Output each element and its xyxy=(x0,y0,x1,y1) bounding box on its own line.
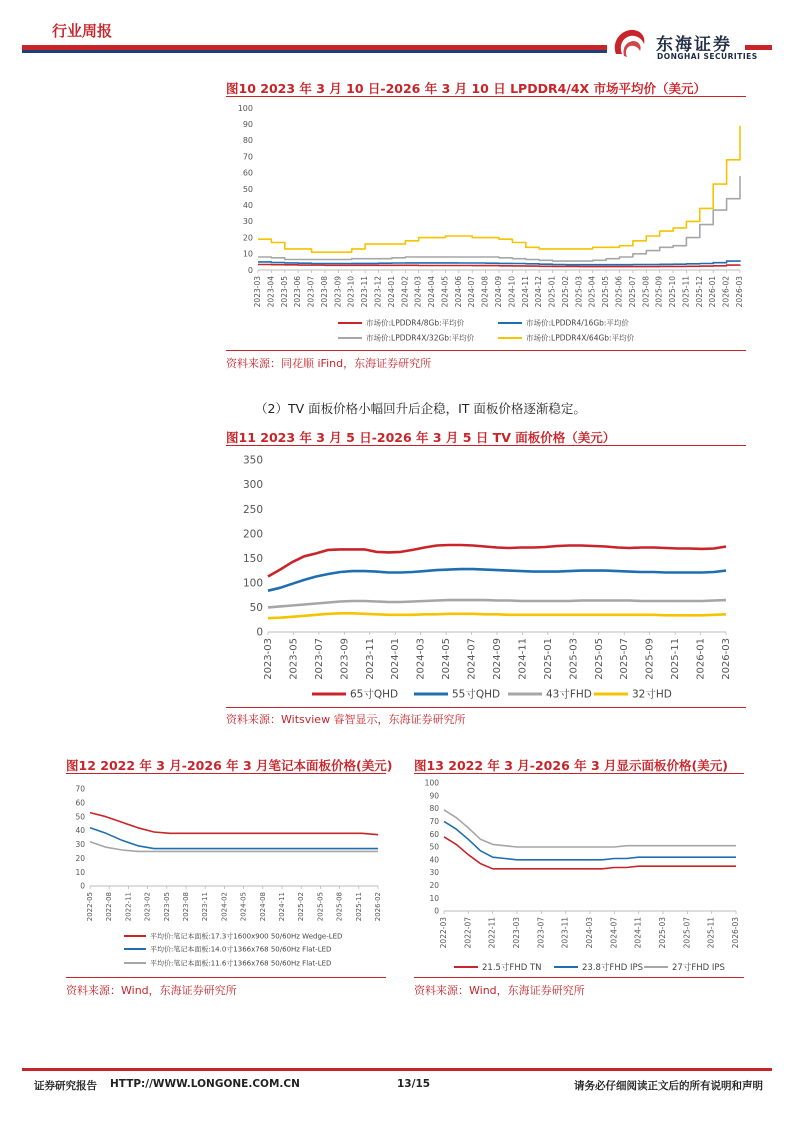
x-tick-label: 2025-09 xyxy=(644,638,656,680)
y-tick-label: 70 xyxy=(75,784,85,794)
y-tick-label: 60 xyxy=(242,168,253,178)
x-tick-label: 2023-07 xyxy=(536,917,546,949)
x-tick-label: 2024-09 xyxy=(494,276,503,308)
x-tick-label: 2024-11 xyxy=(278,892,286,922)
x-tick-label: 2023-05 xyxy=(162,892,171,922)
x-tick-label: 2025-03 xyxy=(574,276,584,308)
y-tick-label: 0 xyxy=(256,626,263,639)
x-tick-label: 2026-01 xyxy=(708,276,718,308)
x-tick-label: 2024-08 xyxy=(258,892,267,922)
fig13-chart xyxy=(414,777,746,975)
series-line-3 xyxy=(258,126,740,252)
y-tick-label: 300 xyxy=(242,479,263,492)
fig10-title: 图10 2023 年 3 月 10 日-2026 年 3 月 10 日 LPDDR4/4X 市场平均价（美元） xyxy=(226,81,707,96)
legend-label: 55寸QHD xyxy=(452,688,501,701)
x-tick-label: 2025-11 xyxy=(706,917,716,949)
x-tick-label: 2024-07 xyxy=(466,638,478,680)
x-tick-label: 2024-05 xyxy=(440,276,450,308)
x-tick-label: 2025-11 xyxy=(354,892,363,922)
y-tick-label: 10 xyxy=(429,893,439,903)
fig12-bottom-rule xyxy=(66,977,386,978)
x-tick-label: 2022-05 xyxy=(86,892,94,922)
x-tick-label: 2025-11 xyxy=(681,276,691,308)
x-tick-label: 2025-05 xyxy=(601,276,611,308)
y-tick-label: 100 xyxy=(424,778,439,788)
x-tick-label: 2024-11 xyxy=(520,276,530,308)
fig13-bottom-rule xyxy=(414,977,744,978)
x-tick-label: 2025-03 xyxy=(658,917,667,949)
y-tick-label: 80 xyxy=(242,136,253,146)
x-tick-label: 2022-11 xyxy=(487,917,497,949)
y-tick-label: 0 xyxy=(434,906,439,916)
x-tick-label: 2025-01 xyxy=(547,276,557,308)
x-tick-label: 2023-03 xyxy=(263,638,274,680)
x-tick-label: 2025-01 xyxy=(542,638,554,680)
x-tick-label: 2025-12 xyxy=(694,276,704,308)
fig12-source: 资料来源：Wind，东海证券研究所 xyxy=(66,984,237,997)
series-line-3 xyxy=(268,613,726,618)
y-tick-label: 30 xyxy=(429,868,439,878)
x-tick-label: 2025-02 xyxy=(297,892,306,922)
fig11-bottom-rule xyxy=(226,707,746,708)
x-tick-label: 2025-06 xyxy=(614,276,624,308)
x-tick-label: 2023-03 xyxy=(253,276,262,308)
x-tick-label: 2024-01 xyxy=(390,638,402,680)
x-tick-label: 2026-01 xyxy=(695,638,707,680)
y-tick-label: 100 xyxy=(242,577,263,590)
series-line-1 xyxy=(444,821,736,859)
fig12-chart xyxy=(62,777,388,975)
report-type-title: 行业周报 xyxy=(52,22,113,40)
y-tick-label: 30 xyxy=(75,840,85,850)
x-tick-label: 2026-02 xyxy=(721,275,731,308)
fig11-source: 资料来源：Witsview 睿智显示，东海证券研究所 xyxy=(226,713,466,726)
x-tick-label: 2023-11 xyxy=(360,276,370,308)
series-line-2 xyxy=(90,842,378,852)
legend-label: 平均价:笔记本面板:17.3寸1600x900 50/60Hz Wedge-LED xyxy=(150,932,343,941)
header-rule-blue xyxy=(22,50,607,53)
x-tick-label: 2023-04 xyxy=(266,276,276,308)
y-tick-label: 20 xyxy=(429,881,439,891)
legend-label: 平均价:笔记本面板:11.6寸1366x768 50/60Hz Flat-LED xyxy=(150,959,332,968)
x-tick-label: 2023-11 xyxy=(364,638,376,680)
footer-label: 证券研究报告 xyxy=(34,1080,97,1092)
x-tick-label: 2025-09 xyxy=(654,276,664,308)
x-tick-label: 2023-03 xyxy=(512,917,521,949)
x-tick-label: 2025-11 xyxy=(670,638,682,680)
y-tick-label: 70 xyxy=(429,817,439,827)
legend-label: 21.5寸FHD TN xyxy=(482,962,542,973)
x-tick-label: 2026-03 xyxy=(731,917,740,949)
x-tick-label: 2023-07 xyxy=(306,276,316,308)
legend-label: 市场价:LPDDR4X/64Gb:平均价 xyxy=(526,333,635,343)
y-tick-label: 40 xyxy=(75,826,85,836)
header-rule-right xyxy=(745,45,772,50)
fig12-title: 图12 2022 年 3 月-2026 年 3 月笔记本面板价格(美元) xyxy=(66,758,393,773)
y-tick-label: 40 xyxy=(429,855,439,865)
y-tick-label: 60 xyxy=(75,798,85,808)
x-tick-label: 2024-07 xyxy=(467,276,477,308)
y-tick-label: 90 xyxy=(242,120,253,129)
fig10-chart xyxy=(226,100,746,348)
x-tick-label: 2023-12 xyxy=(373,276,383,308)
y-tick-label: 0 xyxy=(247,265,253,275)
y-tick-label: 250 xyxy=(242,503,263,516)
x-tick-label: 2025-03 xyxy=(568,638,580,680)
x-tick-label: 2023-02 xyxy=(143,892,152,922)
fig10-bottom-rule xyxy=(226,350,746,351)
x-tick-label: 2025-08 xyxy=(641,276,651,308)
y-tick-label: 40 xyxy=(242,201,253,210)
x-tick-label: 2023-05 xyxy=(288,638,300,680)
x-tick-label: 2023-09 xyxy=(333,276,343,308)
series-line-1 xyxy=(258,260,740,264)
y-tick-label: 50 xyxy=(75,812,85,822)
fig13-source: 资料来源：Wind，东海证券研究所 xyxy=(414,984,585,997)
x-tick-label: 2026-02 xyxy=(374,892,382,922)
donghai-logo-icon xyxy=(610,26,648,60)
x-tick-label: 2025-05 xyxy=(593,638,605,680)
x-tick-label: 2025-04 xyxy=(587,276,597,308)
x-tick-label: 2024-05 xyxy=(239,892,248,922)
fig10-title-rule xyxy=(226,96,746,97)
y-tick-label: 350 xyxy=(242,454,263,467)
x-tick-label: 2024-07 xyxy=(609,917,619,949)
x-tick-label: 2022-07 xyxy=(463,917,473,949)
x-tick-label: 2023-11 xyxy=(201,892,210,922)
x-tick-label: 2025-08 xyxy=(335,892,344,922)
fig11-title-rule xyxy=(226,445,746,446)
fig13-title: 图13 2022 年 3 月-2026 年 3 月显示面板价格(美元) xyxy=(414,758,728,773)
footer-rule xyxy=(22,1068,772,1071)
x-tick-label: 2025-07 xyxy=(619,638,631,680)
x-tick-label: 2026-03 xyxy=(735,276,744,308)
fig10-source: 资料来源：同花顺 iFind，东海证券研究所 xyxy=(226,357,432,370)
series-line-2 xyxy=(268,600,726,607)
x-tick-label: 2024-01 xyxy=(386,276,396,308)
legend-label: 平均价:笔记本面板:14.0寸1366x768 50/60Hz Flat-LED xyxy=(150,945,332,954)
footer-url-link[interactable]: HTTP://WWW.LONGONE.COM.CN xyxy=(110,1078,300,1090)
x-tick-label: 2022-08 xyxy=(105,892,114,922)
x-tick-label: 2025-05 xyxy=(316,892,325,922)
y-tick-label: 50 xyxy=(429,842,439,852)
y-tick-label: 50 xyxy=(242,184,253,194)
footer-disclaimer: 请务必仔细阅读正文后的所有说明和声明 xyxy=(574,1080,763,1092)
section-paragraph: （2）TV 面板价格小幅回升后企稳，IT 面板价格逐渐稳定。 xyxy=(255,401,586,416)
fig12-title-rule xyxy=(66,773,386,774)
x-tick-label: 2024-09 xyxy=(492,638,503,680)
x-tick-label: 2024-03 xyxy=(585,917,594,949)
x-tick-label: 2023-11 xyxy=(560,917,570,949)
legend-label: 43寸FHD xyxy=(546,688,592,701)
legend-label: 市场价:LPDDR4X/32Gb:平均价 xyxy=(366,333,475,343)
legend-label: 65寸QHD xyxy=(350,688,399,701)
x-tick-label: 2024-05 xyxy=(441,638,453,680)
x-tick-label: 2023-07 xyxy=(313,638,325,680)
y-tick-label: 150 xyxy=(242,552,263,565)
fig13-title-rule xyxy=(414,773,744,774)
logo-english-name: DONGHAI SECURITIES xyxy=(657,52,758,61)
x-tick-label: 2024-10 xyxy=(507,276,517,308)
x-tick-label: 2025-02 xyxy=(560,276,570,308)
legend-label: 市场价:LPDDR4/16Gb:平均价 xyxy=(526,318,629,328)
x-tick-label: 2023-08 xyxy=(319,276,329,308)
x-tick-label: 2023-10 xyxy=(346,276,356,308)
page-number: 13/15 xyxy=(397,1078,431,1090)
x-tick-label: 2024-03 xyxy=(415,638,427,680)
x-tick-label: 2024-11 xyxy=(517,638,529,680)
fig11-title: 图11 2023 年 3 月 5 日-2026 年 3 月 5 日 TV 面板价格（美元） xyxy=(226,430,616,445)
x-tick-label: 2024-06 xyxy=(453,276,463,308)
y-tick-label: 0 xyxy=(80,881,85,891)
x-tick-label: 2023-06 xyxy=(293,276,303,308)
y-tick-label: 20 xyxy=(75,853,85,863)
y-tick-label: 200 xyxy=(242,528,263,541)
series-line-1 xyxy=(268,569,726,591)
y-tick-label: 30 xyxy=(242,217,253,227)
x-tick-label: 2023-05 xyxy=(279,276,289,308)
series-line-2 xyxy=(258,176,740,261)
x-tick-label: 2024-02 xyxy=(220,892,229,922)
y-tick-label: 60 xyxy=(429,829,439,839)
legend-label: 23.8寸FHD IPS xyxy=(582,962,643,973)
x-tick-label: 2023-09 xyxy=(339,638,351,680)
series-line-2 xyxy=(444,810,736,847)
x-tick-label: 2026-03 xyxy=(721,638,732,680)
x-tick-label: 2024-11 xyxy=(633,917,643,949)
legend-label: 27寸FHD IPS xyxy=(672,962,725,973)
y-tick-label: 70 xyxy=(242,152,253,162)
x-tick-label: 2025-07 xyxy=(627,276,637,308)
x-tick-label: 2022-03 xyxy=(439,917,448,949)
series-line-1 xyxy=(90,828,378,849)
x-tick-label: 2024-03 xyxy=(413,276,423,308)
x-tick-label: 2025-10 xyxy=(668,276,678,308)
y-tick-label: 50 xyxy=(249,602,263,615)
x-tick-label: 2025-07 xyxy=(682,917,692,949)
x-tick-label: 2024-02 xyxy=(400,276,410,308)
y-tick-label: 90 xyxy=(429,791,439,801)
y-tick-label: 80 xyxy=(429,804,439,814)
x-tick-label: 2024-12 xyxy=(534,276,544,308)
y-tick-label: 20 xyxy=(242,233,253,243)
x-tick-label: 2024-04 xyxy=(427,276,437,308)
y-tick-label: 10 xyxy=(242,249,253,259)
legend-label: 32寸HD xyxy=(632,688,672,701)
series-line-0 xyxy=(90,813,378,835)
x-tick-label: 2022-11 xyxy=(124,892,133,922)
logo-chinese-name: 东海证券 xyxy=(656,35,732,55)
fig11-chart xyxy=(226,448,746,706)
x-tick-label: 2023-08 xyxy=(182,892,190,922)
legend-label: 市场价:LPDDR4/8Gb:平均价 xyxy=(366,318,465,328)
x-tick-label: 2024-08 xyxy=(480,276,490,308)
y-tick-label: 100 xyxy=(237,103,253,113)
y-tick-label: 10 xyxy=(75,867,85,877)
